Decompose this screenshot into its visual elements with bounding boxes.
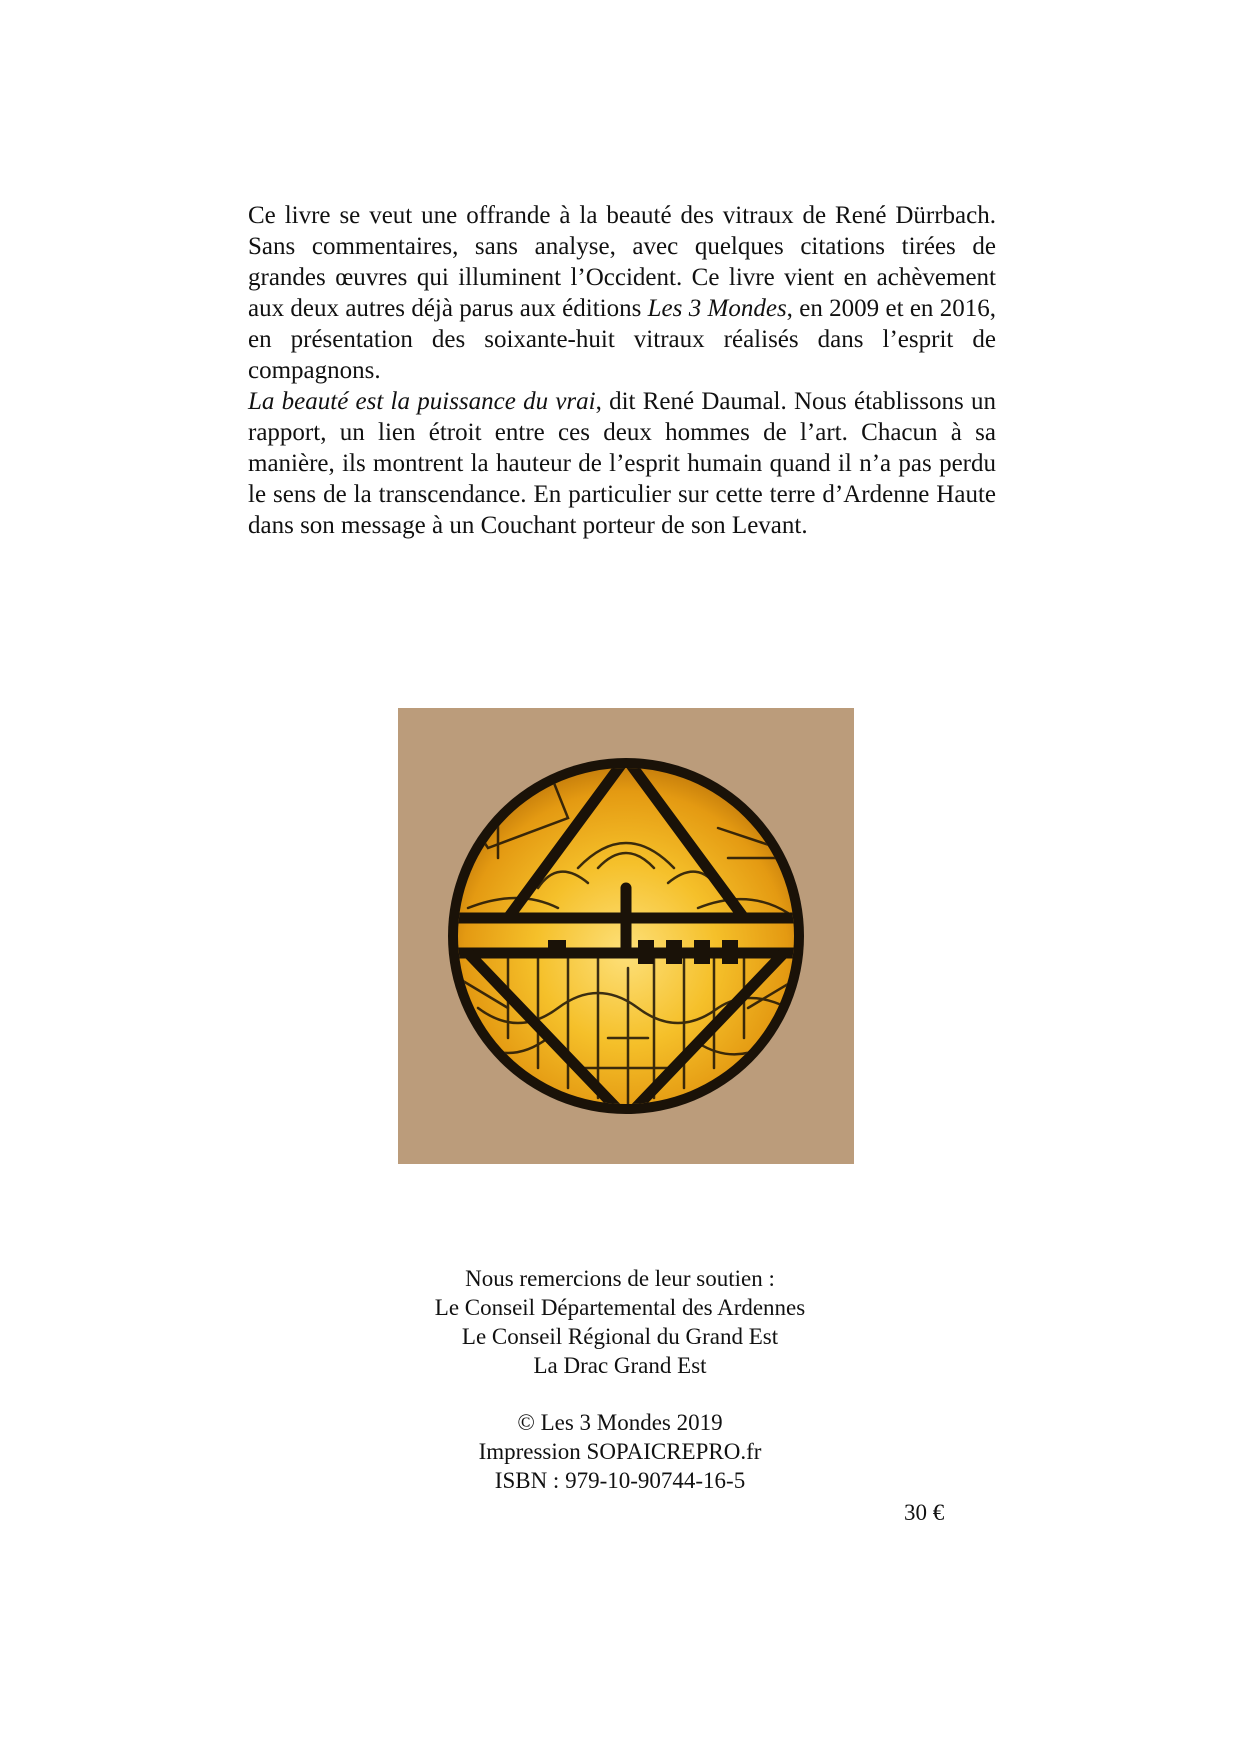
intro-text — [248, 200, 996, 541]
sponsor-regional: Le Conseil Régional du Grand Est — [461, 1324, 779, 1349]
sponsor-drac: La Drac Grand Est — [533, 1353, 707, 1378]
intro-paragraph-2 — [248, 386, 996, 541]
publication-info — [0, 1408, 1240, 1495]
daumal-quote: La beauté est la puissance du vrai — [248, 388, 596, 415]
intro-p1-tail: , en 2009 et en 2016, en présentation des soixante-huit vitraux réalisés dans l’esprit de compagnons. — [248, 295, 996, 384]
intro-p1-text: Ce livre se veut une offrande à la beauté des vitraux de René Dürrbach. Sans commentaires, sans analyse, avec quelques citations tirées de grandes œuvres qui illuminent l’Occident. Ce livre vient en achèvement aux deux autres déjà parus aux éditions — [248, 202, 996, 322]
acknowledgements — [0, 1264, 1240, 1380]
publisher-name: Les 3 Mondes — [647, 295, 787, 322]
isbn: ISBN : 979-10-90744-16-5 — [494, 1468, 746, 1493]
price: 30 € — [904, 1500, 945, 1525]
stained-glass-image — [398, 708, 854, 1164]
copyright-notice: © Les 3 Mondes 2019 — [517, 1410, 723, 1435]
intro-p2-text: , dit René Daumal. Nous établissons un rapport, un lien étroit entre ces deux hommes de l’art. Chacun à sa manière, ils montrent la hauteur de l’esprit humain quand il n’a pas perdu le sens de la transcendance. En particulier sur cette terre d’Ardenne Haute dans son message à un Couchant porteur de son Levant. — [248, 388, 996, 539]
sponsor-departemental: Le Conseil Départemental des Ardennes — [434, 1295, 806, 1320]
intro-paragraph-1 — [248, 200, 996, 386]
stained-glass-roundel — [398, 708, 854, 1164]
printer-info: Impression SOPAICREPRO.fr — [478, 1439, 762, 1464]
thanks-heading: Nous remercions de leur soutien : — [465, 1266, 775, 1291]
